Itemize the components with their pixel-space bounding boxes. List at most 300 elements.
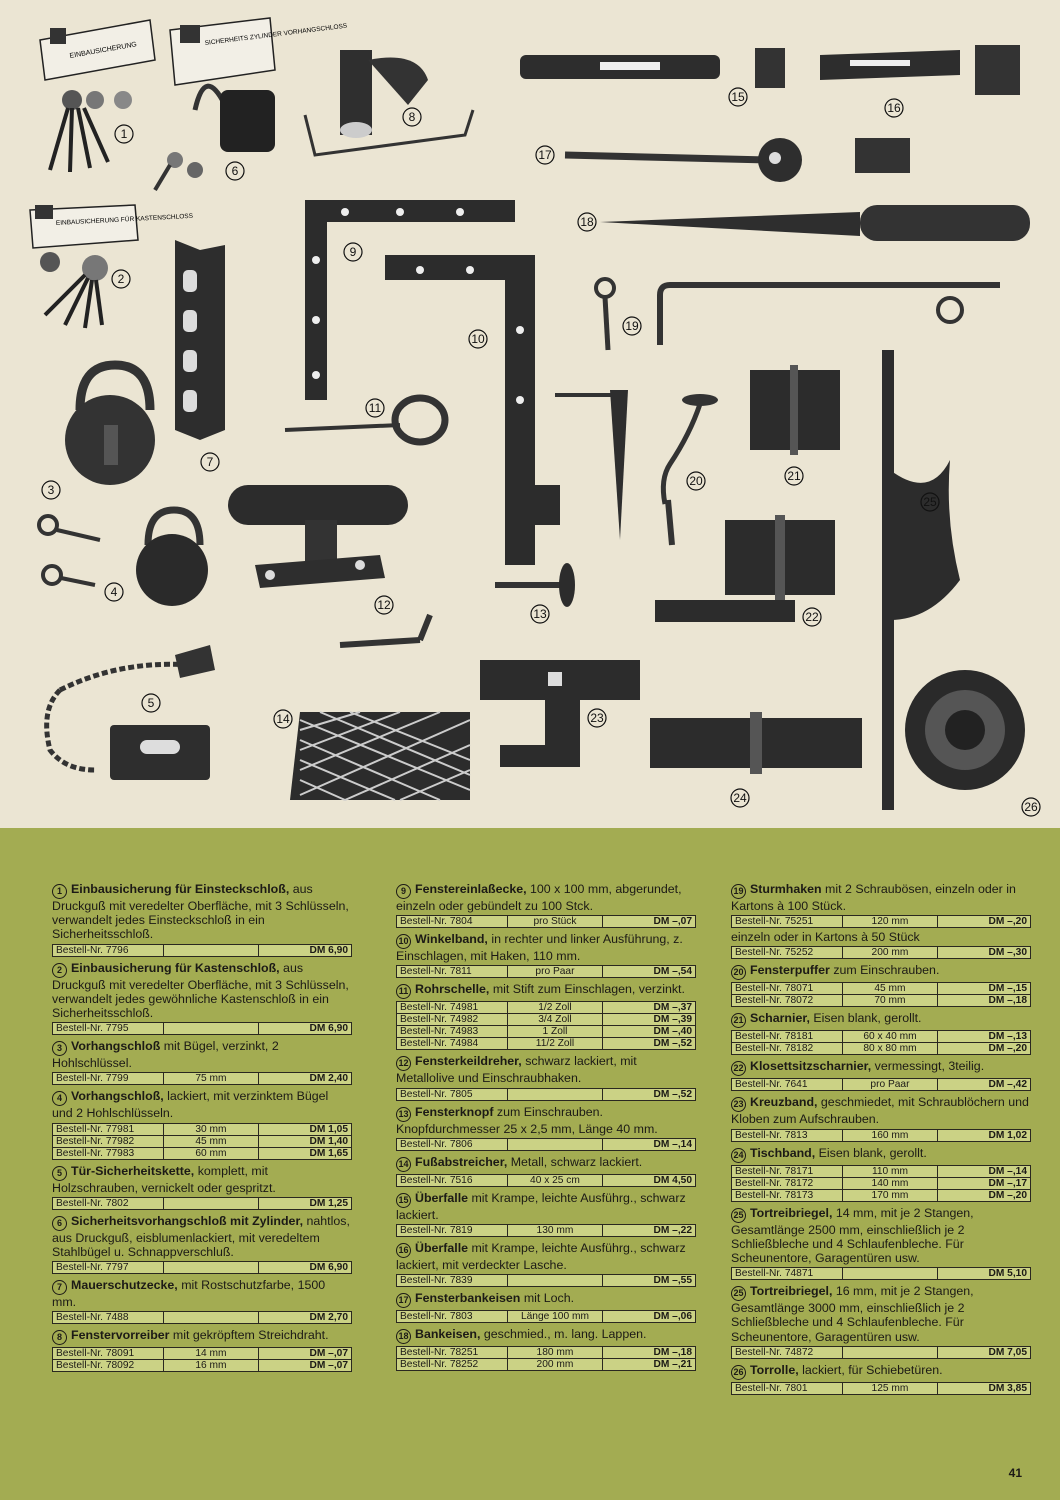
- order-number: Bestell-Nr. 78091: [53, 1348, 164, 1360]
- order-size: [163, 944, 259, 956]
- order-table: [396, 1310, 696, 1323]
- order-price: DM –,18: [603, 1347, 696, 1359]
- item-title: Fensterknopf: [415, 1104, 494, 1119]
- item-text: lackiert, für Schiebetüren.: [798, 1362, 943, 1377]
- item-text: mit Krampe, leichte Ausführg., schwarz lackiert.: [396, 1190, 686, 1222]
- item-text: geschmiedet, mit Schraublöchern und Kloben zum Aufschrauben.: [731, 1095, 1029, 1127]
- order-price: DM –,14: [603, 1138, 696, 1150]
- item-number: 1: [52, 884, 67, 899]
- order-number: Bestell-Nr. 7797: [53, 1262, 164, 1274]
- order-price: DM –,17: [938, 1177, 1031, 1189]
- order-price: DM –,15: [938, 983, 1031, 995]
- order-size: 125 mm: [842, 1382, 938, 1394]
- order-price: DM 6,90: [259, 1262, 352, 1274]
- order-row: [732, 1031, 1031, 1043]
- catalog-entry: [396, 1291, 696, 1323]
- item-title: Fensterbankeisen: [415, 1291, 521, 1306]
- item-title: Bankeisen,: [415, 1327, 481, 1342]
- item-title: Überfalle: [415, 1190, 469, 1205]
- order-table: [731, 1346, 1031, 1359]
- catalog-entry: [52, 1278, 352, 1324]
- item-title: Vorhangschloß,: [71, 1089, 164, 1104]
- order-table: [396, 965, 696, 978]
- order-size: 180 mm: [507, 1347, 603, 1359]
- item-19-storm-hook: [596, 279, 1000, 350]
- entry-description: [731, 1146, 1031, 1163]
- catalog-entry: [731, 1284, 1031, 1359]
- callout-16: 16: [887, 101, 901, 115]
- order-row: [397, 966, 696, 978]
- order-table: [52, 1347, 352, 1372]
- order-size: 110 mm: [842, 1165, 938, 1177]
- item-number: 22: [731, 1061, 746, 1076]
- catalog-entry: [731, 1363, 1031, 1395]
- order-size: 3/4 Zoll: [507, 1014, 603, 1026]
- item-number: 23: [731, 1097, 746, 1112]
- order-row: [397, 1038, 696, 1050]
- order-price: DM –,52: [603, 1088, 696, 1100]
- order-price: DM 2,40: [259, 1073, 352, 1085]
- item-text: lackiert, mit verzinktem Bügel und 2 Hohlschlüsseln.: [52, 1089, 329, 1121]
- catalog-entry: [396, 932, 696, 978]
- order-price: DM –,52: [603, 1038, 696, 1050]
- order-table: [52, 1261, 352, 1274]
- order-table: [396, 915, 696, 928]
- item-21-hinge: [750, 365, 840, 455]
- item-23-cross-band: [480, 660, 640, 767]
- item-14-doormat: [290, 712, 470, 800]
- catalog-entry: [396, 1191, 696, 1237]
- callout-11: 11: [368, 401, 382, 415]
- order-size: 80 x 80 mm: [842, 1043, 938, 1055]
- price-column-3: [731, 882, 1031, 1399]
- item-2-box-lock-insert: [30, 205, 194, 328]
- order-price: DM 3,85: [938, 1382, 1031, 1394]
- order-size: 130 mm: [507, 1225, 603, 1237]
- order-price: DM –,39: [603, 1014, 696, 1026]
- item-24-table-band: [650, 712, 862, 774]
- item-title: Überfalle: [415, 1241, 469, 1256]
- callout-25: 25: [923, 495, 937, 509]
- order-row: [732, 1382, 1031, 1394]
- order-number: Bestell-Nr. 78173: [732, 1189, 843, 1201]
- order-number: Bestell-Nr. 7811: [397, 966, 508, 978]
- item-22-toilet-hinge: [655, 515, 835, 622]
- callout-7: 7: [206, 455, 214, 469]
- entry-description: [731, 1206, 1031, 1266]
- item-text: Eisen blank, gerollt.: [809, 1011, 922, 1026]
- order-size: [842, 1346, 938, 1358]
- item-number: 20: [731, 965, 746, 980]
- item-title: Einbausicherung für Einsteckschloß,: [71, 882, 290, 896]
- order-size: [163, 1023, 259, 1035]
- order-size: 60 mm: [163, 1147, 259, 1159]
- item-number: 12: [396, 1056, 411, 1071]
- item-title: Mauerschutzecke,: [71, 1278, 178, 1293]
- callout-18: 18: [580, 215, 594, 229]
- order-row: [397, 1174, 696, 1186]
- item-title: Kreuzband,: [750, 1095, 818, 1110]
- order-number: Bestell-Nr. 7806: [397, 1138, 508, 1150]
- order-number: Bestell-Nr. 7799: [53, 1073, 164, 1085]
- item-text: 16 mm, mit je 2 Stangen, Gesamtlänge 3000 mm, einschließlich je 2 Schließbleche und 4 Schlaufenbleche. Für Scheunentore, Garagentüren usw.: [731, 1284, 974, 1344]
- item-number: 14: [396, 1157, 411, 1172]
- item-text: mit Bügel, verzinkt, 2 Hohlschlüssel.: [52, 1039, 279, 1071]
- order-row: [732, 1129, 1031, 1141]
- order-row: [53, 1360, 352, 1372]
- order-price: DM –,30: [938, 947, 1031, 959]
- order-price: DM –,55: [603, 1275, 696, 1287]
- item-text: vermessingt, 3teilig.: [871, 1059, 985, 1074]
- order-price: DM 5,10: [938, 1268, 1031, 1280]
- item-number: 19: [731, 884, 746, 899]
- catalog-entry: [731, 1146, 1031, 1202]
- order-number: Bestell-Nr. 7813: [732, 1129, 843, 1141]
- order-number: Bestell-Nr. 7641: [732, 1079, 843, 1091]
- order-price: DM –,40: [603, 1026, 696, 1038]
- order-size: 200 mm: [507, 1359, 603, 1371]
- order-size: 1/2 Zoll: [507, 1002, 603, 1014]
- order-number: Bestell-Nr. 7819: [397, 1225, 508, 1237]
- order-price: DM –,20: [938, 916, 1031, 928]
- order-size: 40 x 25 cm: [507, 1174, 603, 1186]
- item-text: geschmied., m. lang. Lappen.: [480, 1327, 647, 1342]
- item-number: 9: [396, 884, 411, 899]
- item-10-angle-band: [385, 255, 560, 565]
- order-table: [396, 1346, 696, 1371]
- order-size: pro Paar: [507, 966, 603, 978]
- order-size: 1 Zoll: [507, 1026, 603, 1038]
- order-table: [396, 1001, 696, 1050]
- order-row: [53, 1312, 352, 1324]
- order-number: Bestell-Nr. 7803: [397, 1311, 508, 1323]
- entry-description: [396, 1291, 696, 1308]
- catalog-entry: [731, 963, 1031, 1007]
- item-text: zum Einschrauben. Knopfdurchmesser 25 x 2,5 mm, Länge 40 mm.: [396, 1104, 658, 1136]
- item-continuation: einzeln oder in Kartons à 50 Stück: [731, 930, 920, 945]
- item-number: 10: [396, 934, 411, 949]
- item-title: Fensterpuffer: [750, 963, 830, 978]
- entry-description: [52, 1328, 352, 1345]
- item-text: mit Krampe, leichte Ausführg., schwarz lackiert, mit verdeckter Lasche.: [396, 1241, 686, 1273]
- catalog-entry: [396, 1327, 696, 1371]
- order-size: 30 mm: [163, 1123, 259, 1135]
- order-row: [53, 1348, 352, 1360]
- order-table: [731, 1382, 1031, 1395]
- item-11-pipe-clamp: [285, 398, 445, 442]
- item-number: 24: [731, 1148, 746, 1163]
- order-number: Bestell-Nr. 7516: [397, 1174, 508, 1186]
- entry-description: [396, 882, 696, 913]
- order-number: Bestell-Nr. 7839: [397, 1275, 508, 1287]
- item-text: 14 mm, mit je 2 Stangen, Gesamtlänge 2500 mm, einschließlich je 2 Schließbleche und 4 Schlaufenbleche. Für Scheunentore, Garagentüren usw.: [731, 1205, 974, 1266]
- order-table: [52, 1197, 352, 1210]
- order-price: DM –,20: [938, 1043, 1031, 1055]
- order-number: Bestell-Nr. 7805: [397, 1088, 508, 1100]
- order-number: Bestell-Nr. 78182: [732, 1043, 843, 1055]
- catalog-entry: [396, 1105, 696, 1151]
- catalog-entry: [396, 1054, 696, 1100]
- item-number: 8: [52, 1330, 67, 1345]
- order-price: DM –,14: [938, 1165, 1031, 1177]
- entry-description: [731, 1095, 1031, 1126]
- order-price: DM 1,25: [259, 1197, 352, 1209]
- item-title: Fußabstreicher,: [415, 1154, 508, 1169]
- order-row: [397, 1359, 696, 1371]
- catalog-entry: [731, 1059, 1031, 1091]
- order-number: Bestell-Nr. 77982: [53, 1135, 164, 1147]
- order-number: Bestell-Nr. 7801: [732, 1382, 843, 1394]
- price-column-1: [52, 882, 352, 1376]
- order-table: [731, 1078, 1031, 1091]
- callout-6: 6: [231, 164, 239, 178]
- catalog-entry: [52, 961, 352, 1036]
- order-price: DM –,07: [603, 916, 696, 928]
- order-number: Bestell-Nr. 7796: [53, 944, 164, 956]
- item-title: Fensterkeildreher,: [415, 1054, 522, 1069]
- item-number: 11: [396, 984, 411, 999]
- order-number: Bestell-Nr. 77981: [53, 1123, 164, 1135]
- order-row: [732, 1346, 1031, 1358]
- order-size: 45 mm: [163, 1135, 259, 1147]
- order-size: [507, 1138, 603, 1150]
- order-price: DM 1,40: [259, 1135, 352, 1147]
- entry-description: [52, 961, 352, 1021]
- catalog-entry: [396, 1241, 696, 1287]
- item-17-sill-iron: [565, 138, 802, 182]
- order-table: [52, 944, 352, 957]
- item-title: Einbausicherung für Kastenschloß,: [71, 960, 280, 975]
- item-title: Rohrschelle,: [415, 982, 490, 997]
- callout-23: 23: [590, 711, 604, 725]
- item-number: 25: [731, 1208, 746, 1223]
- order-row: [732, 1165, 1031, 1177]
- callout-4: 4: [110, 585, 118, 599]
- item-text: nahtlos, aus Druckguß, eisblumenlackiert, mit veredeltem Stahlbügel u. Schnappverschluß.: [52, 1213, 350, 1260]
- order-row: [732, 947, 1031, 959]
- callout-15: 15: [731, 90, 745, 104]
- order-price: DM –,20: [938, 1189, 1031, 1201]
- order-size: 14 mm: [163, 1348, 259, 1360]
- order-size: [163, 1197, 259, 1209]
- item-text: zum Einschrauben.: [829, 963, 940, 978]
- item-text: 100 x 100 mm, abgerundet, einzeln oder gebündelt zu 100 Stck.: [396, 882, 682, 913]
- callout-3: 3: [47, 483, 55, 497]
- callout-24: 24: [733, 791, 747, 805]
- callout-22: 22: [805, 610, 819, 624]
- item-12-window-knob: [228, 485, 430, 645]
- order-price: DM 2,70: [259, 1312, 352, 1324]
- item-text: mit Loch.: [520, 1291, 575, 1306]
- order-price: DM –,42: [938, 1079, 1031, 1091]
- order-number: Bestell-Nr. 7795: [53, 1023, 164, 1035]
- order-price: DM 1,05: [259, 1123, 352, 1135]
- item-number: 6: [52, 1216, 67, 1231]
- order-number: Bestell-Nr. 74871: [732, 1268, 843, 1280]
- item-1-lock-insert: [40, 20, 155, 172]
- order-row: [397, 1088, 696, 1100]
- entry-description: [396, 1327, 696, 1344]
- order-number: Bestell-Nr. 78251: [397, 1347, 508, 1359]
- order-number: Bestell-Nr. 78171: [732, 1165, 843, 1177]
- catalog-entry: [396, 982, 696, 1050]
- entry-description: [52, 882, 352, 942]
- entry-description: [396, 1191, 696, 1222]
- item-5-door-chain: [47, 645, 215, 780]
- order-row: [397, 1002, 696, 1014]
- order-number: Bestell-Nr. 78172: [732, 1177, 843, 1189]
- order-size: 11/2 Zoll: [507, 1038, 603, 1050]
- catalog-entry: [731, 1206, 1031, 1281]
- order-number: Bestell-Nr. 7804: [397, 916, 508, 928]
- order-price: DM –,06: [603, 1311, 696, 1323]
- order-size: Länge 100 mm: [507, 1311, 603, 1323]
- item-number: 5: [52, 1166, 67, 1181]
- order-number: Bestell-Nr. 78071: [732, 983, 843, 995]
- order-number: Bestell-Nr. 74982: [397, 1014, 508, 1026]
- item-number: 13: [396, 1107, 411, 1122]
- entry-description: [396, 982, 696, 999]
- callout-21: 21: [787, 469, 801, 483]
- item-16-hasp: [820, 45, 1020, 173]
- order-price: DM 4,50: [603, 1174, 696, 1186]
- order-price: DM –,21: [603, 1359, 696, 1371]
- order-number: Bestell-Nr. 74983: [397, 1026, 508, 1038]
- entry-description: [52, 1089, 352, 1120]
- order-size: [163, 1262, 259, 1274]
- entry-description: [731, 1284, 1031, 1344]
- order-row: [732, 1043, 1031, 1055]
- callout-1: 1: [120, 127, 128, 141]
- item-6-cylinder-padlock: [155, 18, 348, 190]
- item-text: aus Druckguß mit veredelter Oberfläche, mit 3 Schlüsseln, verwandelt jedes Einsteckschloß in ein Sicherheitsschloß.: [52, 882, 349, 942]
- order-price: DM 6,90: [259, 944, 352, 956]
- order-table: [396, 1138, 696, 1151]
- order-row: [397, 1225, 696, 1237]
- entry-description: [52, 1164, 352, 1195]
- order-row: [397, 1347, 696, 1359]
- item-text: Eisen blank, gerollt.: [815, 1145, 927, 1160]
- order-number: Bestell-Nr. 77983: [53, 1147, 164, 1159]
- order-table: [731, 1129, 1031, 1142]
- item-number: 4: [52, 1091, 67, 1106]
- callout-12: 12: [377, 598, 391, 612]
- order-number: Bestell-Nr. 74984: [397, 1038, 508, 1050]
- callout-20: 20: [689, 474, 703, 488]
- catalog-entry: [52, 882, 352, 957]
- catalog-entry: [731, 1011, 1031, 1055]
- order-table: [731, 982, 1031, 1007]
- order-size: 140 mm: [842, 1177, 938, 1189]
- order-size: 75 mm: [163, 1073, 259, 1085]
- order-row: [53, 1123, 352, 1135]
- item-text: schwarz lackiert, mit Metallolive und Einschraubhaken.: [396, 1054, 637, 1086]
- order-row: [732, 1189, 1031, 1201]
- order-table: [731, 1267, 1031, 1280]
- item-text: mit 2 Schraubösen, einzeln oder in Kartons à 100 Stück.: [731, 882, 1016, 913]
- order-number: Bestell-Nr. 78092: [53, 1360, 164, 1372]
- item-text: Metall, schwarz lackiert.: [507, 1154, 643, 1169]
- order-size: [507, 1275, 603, 1287]
- item-title: Fenstervorreiber: [71, 1328, 170, 1343]
- order-row: [53, 1197, 352, 1209]
- order-price: DM 1,65: [259, 1147, 352, 1159]
- order-size: 120 mm: [842, 916, 938, 928]
- order-table: [396, 1174, 696, 1187]
- order-price: DM –,07: [259, 1348, 352, 1360]
- item-title: Klosettsitzscharnier,: [750, 1059, 872, 1074]
- item-number: 25: [731, 1286, 746, 1301]
- callout-10: 10: [471, 332, 485, 346]
- order-row: [732, 1268, 1031, 1280]
- order-table: [396, 1088, 696, 1101]
- order-size: pro Paar: [842, 1079, 938, 1091]
- entry-description: [52, 1278, 352, 1309]
- order-size: 70 mm: [842, 995, 938, 1007]
- entry-description: [731, 882, 1031, 913]
- order-row: [397, 1014, 696, 1026]
- item-title: Fenstereinlaßecke,: [415, 882, 527, 896]
- item-8-window-latch: [305, 50, 473, 155]
- order-size: 200 mm: [842, 947, 938, 959]
- order-size: 16 mm: [163, 1360, 259, 1372]
- entry-description: [396, 1054, 696, 1085]
- order-price: DM 6,90: [259, 1023, 352, 1035]
- catalog-entry: [731, 1095, 1031, 1141]
- callout-17: 17: [538, 148, 552, 162]
- order-number: Bestell-Nr. 7802: [53, 1197, 164, 1209]
- order-price: DM –,07: [259, 1360, 352, 1372]
- order-size: 170 mm: [842, 1189, 938, 1201]
- order-number: Bestell-Nr. 78072: [732, 995, 843, 1007]
- item-title: Scharnier,: [750, 1011, 810, 1026]
- item-text: mit Stift zum Einschlagen, verzinkt.: [489, 982, 685, 997]
- order-size: [163, 1312, 259, 1324]
- order-table: [396, 1274, 696, 1287]
- order-number: Bestell-Nr. 7488: [53, 1312, 164, 1324]
- catalog-entry: [52, 1164, 352, 1210]
- entry-description: [396, 1155, 696, 1172]
- order-price: DM –,22: [603, 1225, 696, 1237]
- order-row: [732, 1079, 1031, 1091]
- item-number: 3: [52, 1041, 67, 1056]
- callout-8: 8: [408, 110, 416, 124]
- catalog-entry: [396, 882, 696, 928]
- item-title: Sicherheitsvorhangschloß mit Zylinder,: [71, 1213, 304, 1228]
- callout-9: 9: [349, 245, 357, 259]
- item-title: Sturmhaken: [750, 882, 822, 896]
- catalog-entry: [731, 882, 1031, 959]
- item-text: aus Druckguß mit veredelter Oberfläche, mit 3 Schlüsseln, verwandelt jedes gewöhnliche Kastenschloß in ein Sicherheitsschloß.: [52, 960, 349, 1021]
- item-7-wall-corner: [175, 240, 225, 440]
- order-size: pro Stück: [507, 916, 603, 928]
- order-table: [52, 1022, 352, 1035]
- order-table: [396, 1224, 696, 1237]
- order-size: [507, 1088, 603, 1100]
- entry-description: [52, 1039, 352, 1070]
- catalog-entry: [52, 1214, 352, 1274]
- order-row: [732, 995, 1031, 1007]
- item-18-bench-iron: [600, 205, 1030, 241]
- order-row: [397, 1026, 696, 1038]
- item-number: 18: [396, 1329, 411, 1344]
- order-number: Bestell-Nr. 75251: [732, 916, 843, 928]
- item-title: Tortreibriegel,: [750, 1284, 833, 1299]
- catalog-entry: [396, 1155, 696, 1187]
- order-size: 160 mm: [842, 1129, 938, 1141]
- order-price: DM 1,02: [938, 1129, 1031, 1141]
- item-number: 2: [52, 963, 67, 978]
